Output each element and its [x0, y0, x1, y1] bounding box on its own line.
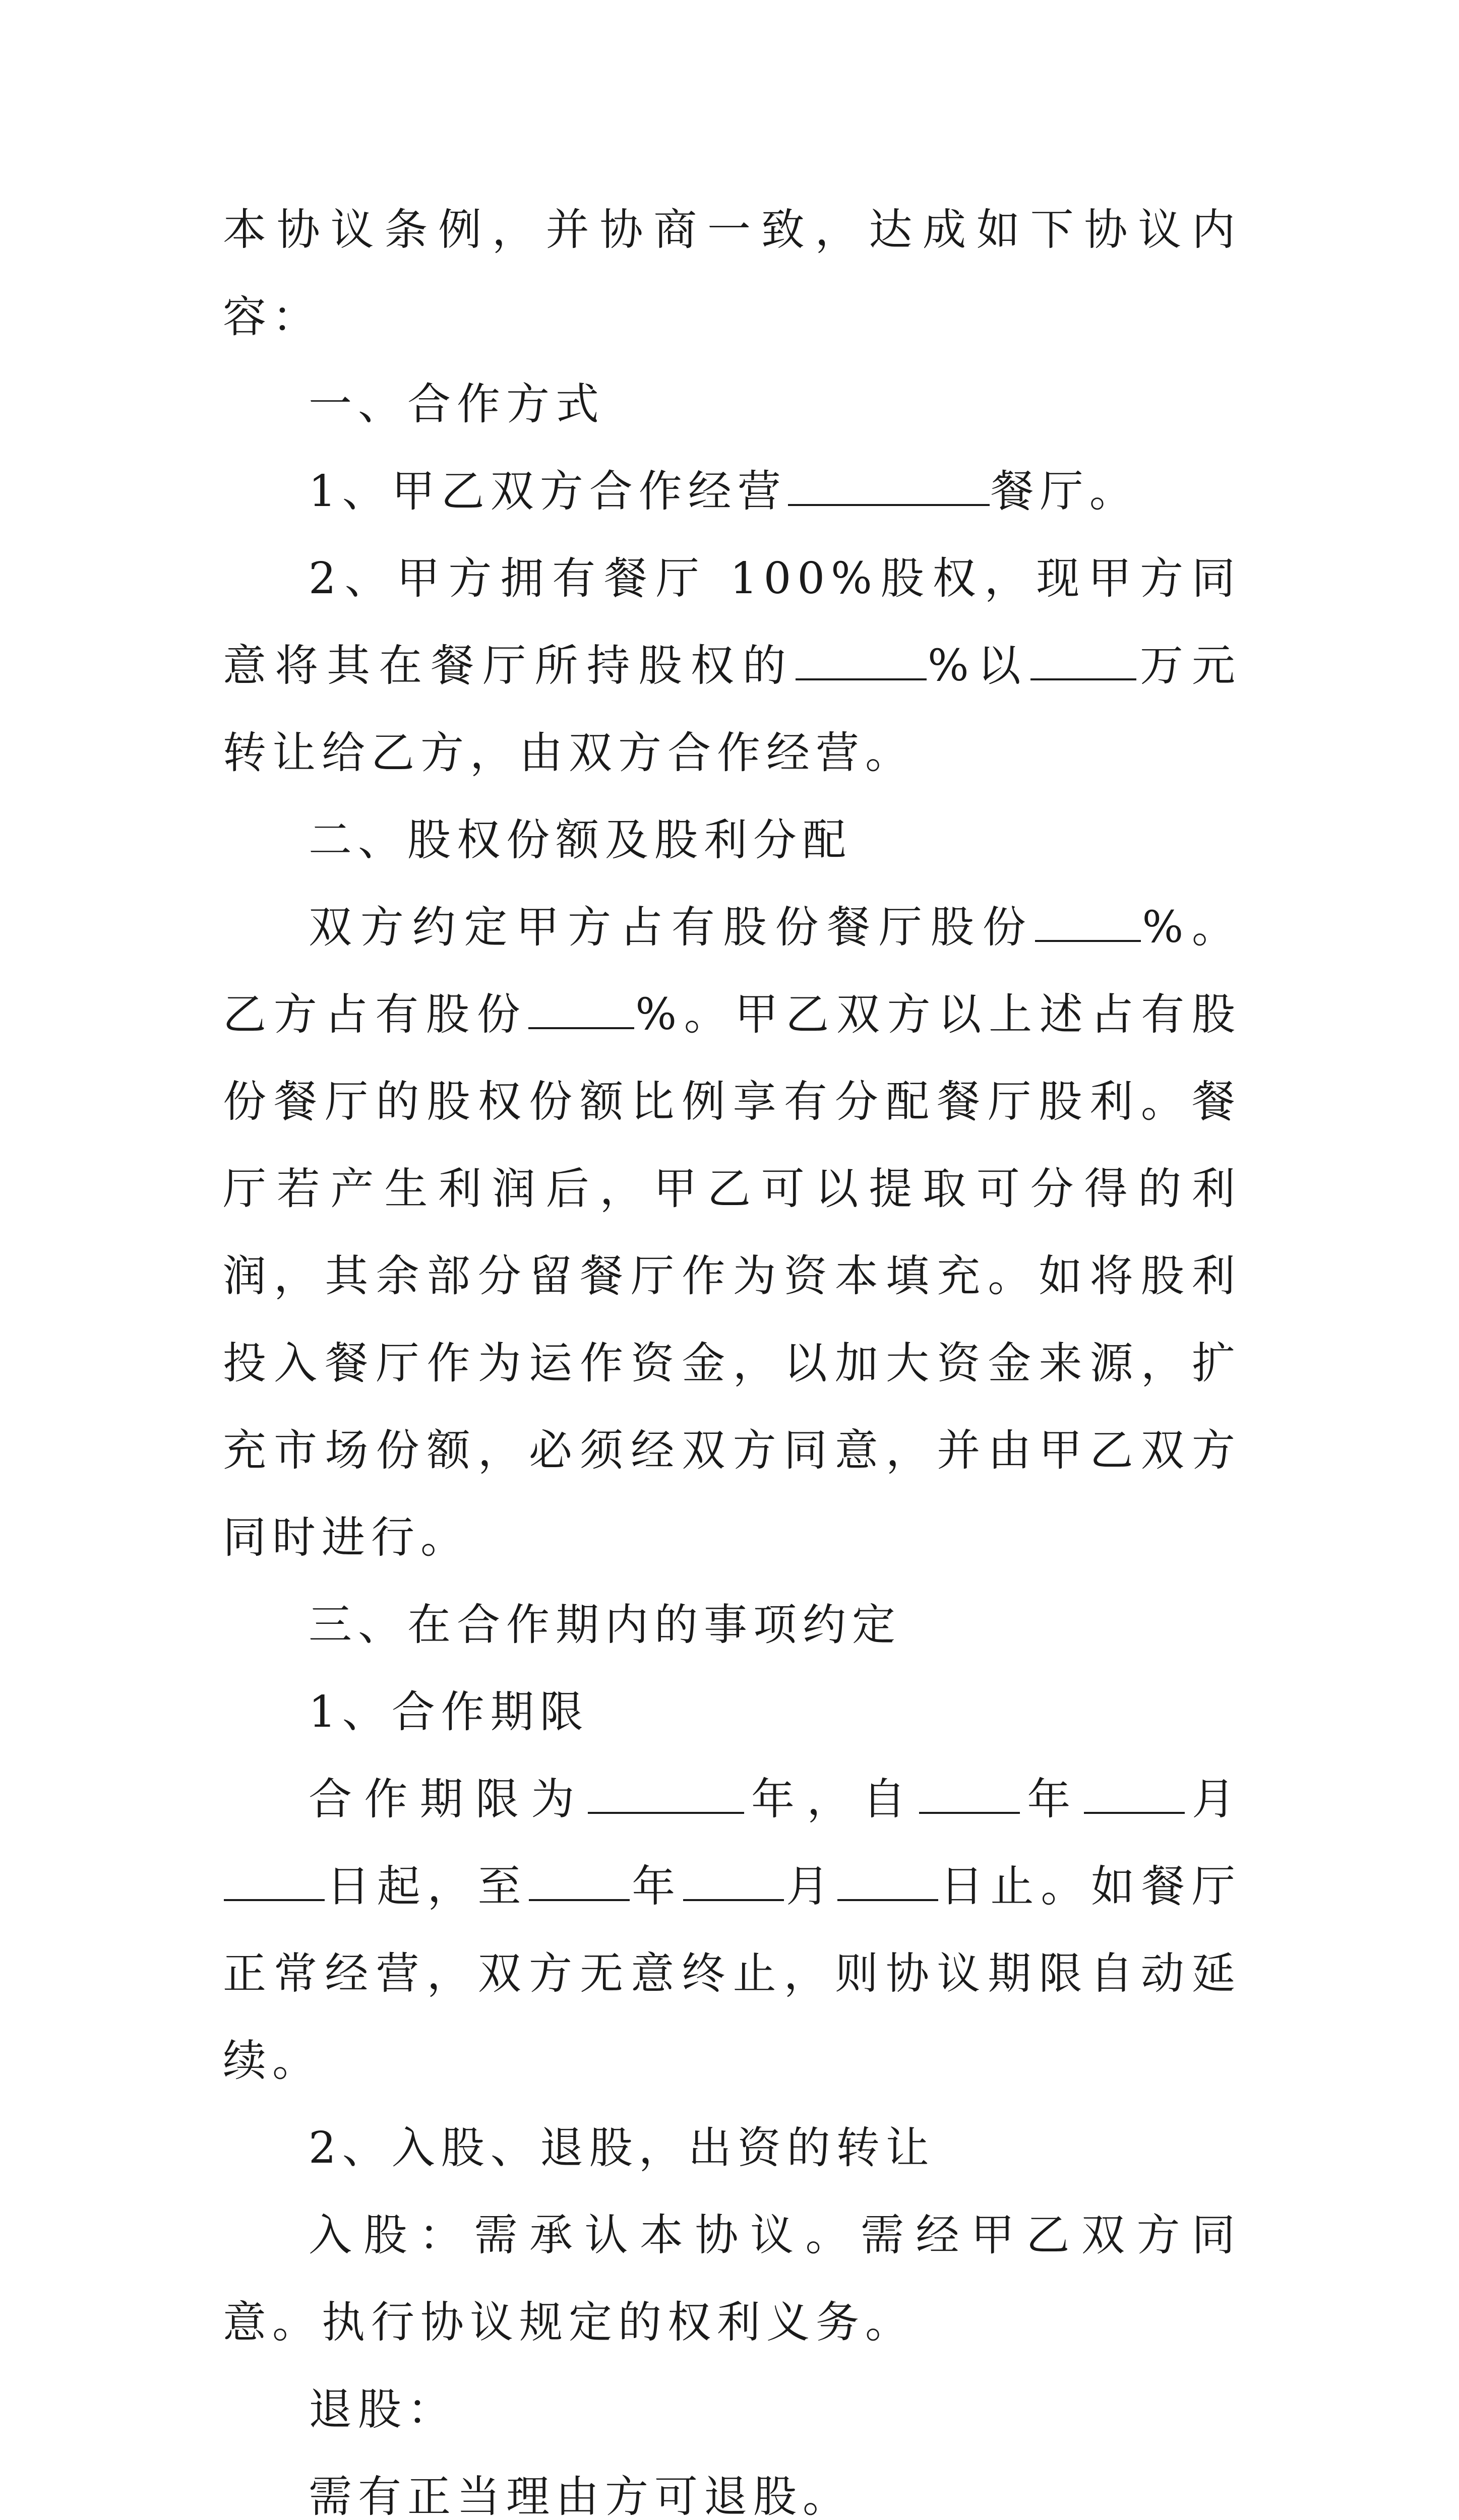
term-text-post: 日止。如餐厅正常经营，双方无意终止，则协议期限自动延续。 — [223, 1861, 1242, 2086]
start-day-blank[interactable] — [224, 1864, 325, 1901]
start-month-blank[interactable] — [1084, 1777, 1185, 1814]
section-1-heading — [223, 361, 1241, 448]
party-b-share-blank[interactable] — [528, 992, 634, 1029]
section-2-paragraph — [223, 884, 1241, 1582]
item-2-text-pre: 2、甲方拥有餐厅 100%股权，现甲方同意将其在餐厅所持股权的 — [223, 553, 1241, 691]
end-month-blank[interactable] — [683, 1864, 784, 1901]
term-text-year: 年，自 — [745, 1774, 919, 1824]
party-a-share-blank[interactable] — [1035, 905, 1141, 942]
subsection-2-heading — [223, 2105, 1241, 2192]
transfer-percent-blank[interactable] — [796, 643, 927, 680]
section-2-text-pre: 双方约定甲方占有股份餐厅股份 — [309, 902, 1035, 953]
section-2-heading — [223, 797, 1241, 884]
item-2-text-mid: %以 — [927, 641, 1029, 691]
subsection-2-title: 2、入股、退股，出资的转让 — [309, 2123, 935, 2173]
withdraw-heading — [223, 2366, 1241, 2453]
withdraw-rule-1 — [223, 2453, 1241, 2520]
term-text-pre: 合作期限为 — [309, 1774, 587, 1824]
transfer-amount-blank[interactable] — [1030, 643, 1136, 680]
item-1-text-pre: 1、甲乙双方合作经营 — [309, 466, 787, 517]
term-paragraph — [223, 1756, 1241, 2105]
subsection-1-title: 1、合作期限 — [309, 1687, 589, 1737]
term-years-blank[interactable] — [588, 1777, 744, 1814]
withdraw-title: 退股： — [309, 2384, 457, 2435]
withdraw-rule-1-text: 需有正当理由方可退股。 — [309, 2472, 852, 2520]
start-year-blank[interactable] — [919, 1777, 1020, 1814]
join-paragraph — [223, 2192, 1241, 2366]
term-text-m: 月 — [1185, 1774, 1242, 1824]
term-text-y2: 年 — [1021, 1774, 1083, 1824]
section-2-text-post: %。甲乙双方以上述占有股份餐厅的股权份额比例享有分配餐厅股利。餐厅若产生利润后，甲乙可以提取可分得的利润，其余部分留餐厅作为资本填充。如将股利投入餐厅作为运作资金，以加大资金来源，扩充市场份额，必须经双方同意，并由甲乙双方同时进行。 — [223, 989, 1242, 1563]
end-year-blank[interactable] — [529, 1864, 630, 1901]
intro-paragraph — [223, 186, 1241, 361]
section-2-text-mid: %。乙方占有股份 — [223, 902, 1242, 1040]
item-2-text-post: 万元转让给乙方，由双方合作经营。 — [223, 641, 1242, 778]
restaurant-name-blank[interactable] — [788, 469, 990, 506]
end-day-blank[interactable] — [837, 1864, 938, 1901]
join-text: 入股：需承认本协议。需经甲乙双方同意。执行协议规定的权利义务。 — [223, 2210, 1241, 2348]
document-body — [223, 186, 1241, 2520]
section-3-heading — [223, 1582, 1241, 1669]
term-text-y3: 年 — [631, 1861, 683, 1912]
term-text-m2: 月 — [785, 1861, 836, 1912]
section-3-title: 三、在合作期内的事项约定 — [309, 1600, 901, 1650]
term-text-start: 日起，至 — [326, 1861, 528, 1912]
item-1-paragraph — [223, 448, 1241, 535]
intro-text: 本协议条例，并协商一致，达成如下协议内容： — [223, 205, 1241, 342]
item-1-text-post: 餐厅。 — [990, 466, 1139, 517]
subsection-1-heading — [223, 1669, 1241, 1756]
section-1-title: 一、合作方式 — [309, 379, 605, 429]
section-2-title: 二、股权份额及股利分配 — [309, 815, 852, 865]
item-2-paragraph — [223, 535, 1241, 797]
